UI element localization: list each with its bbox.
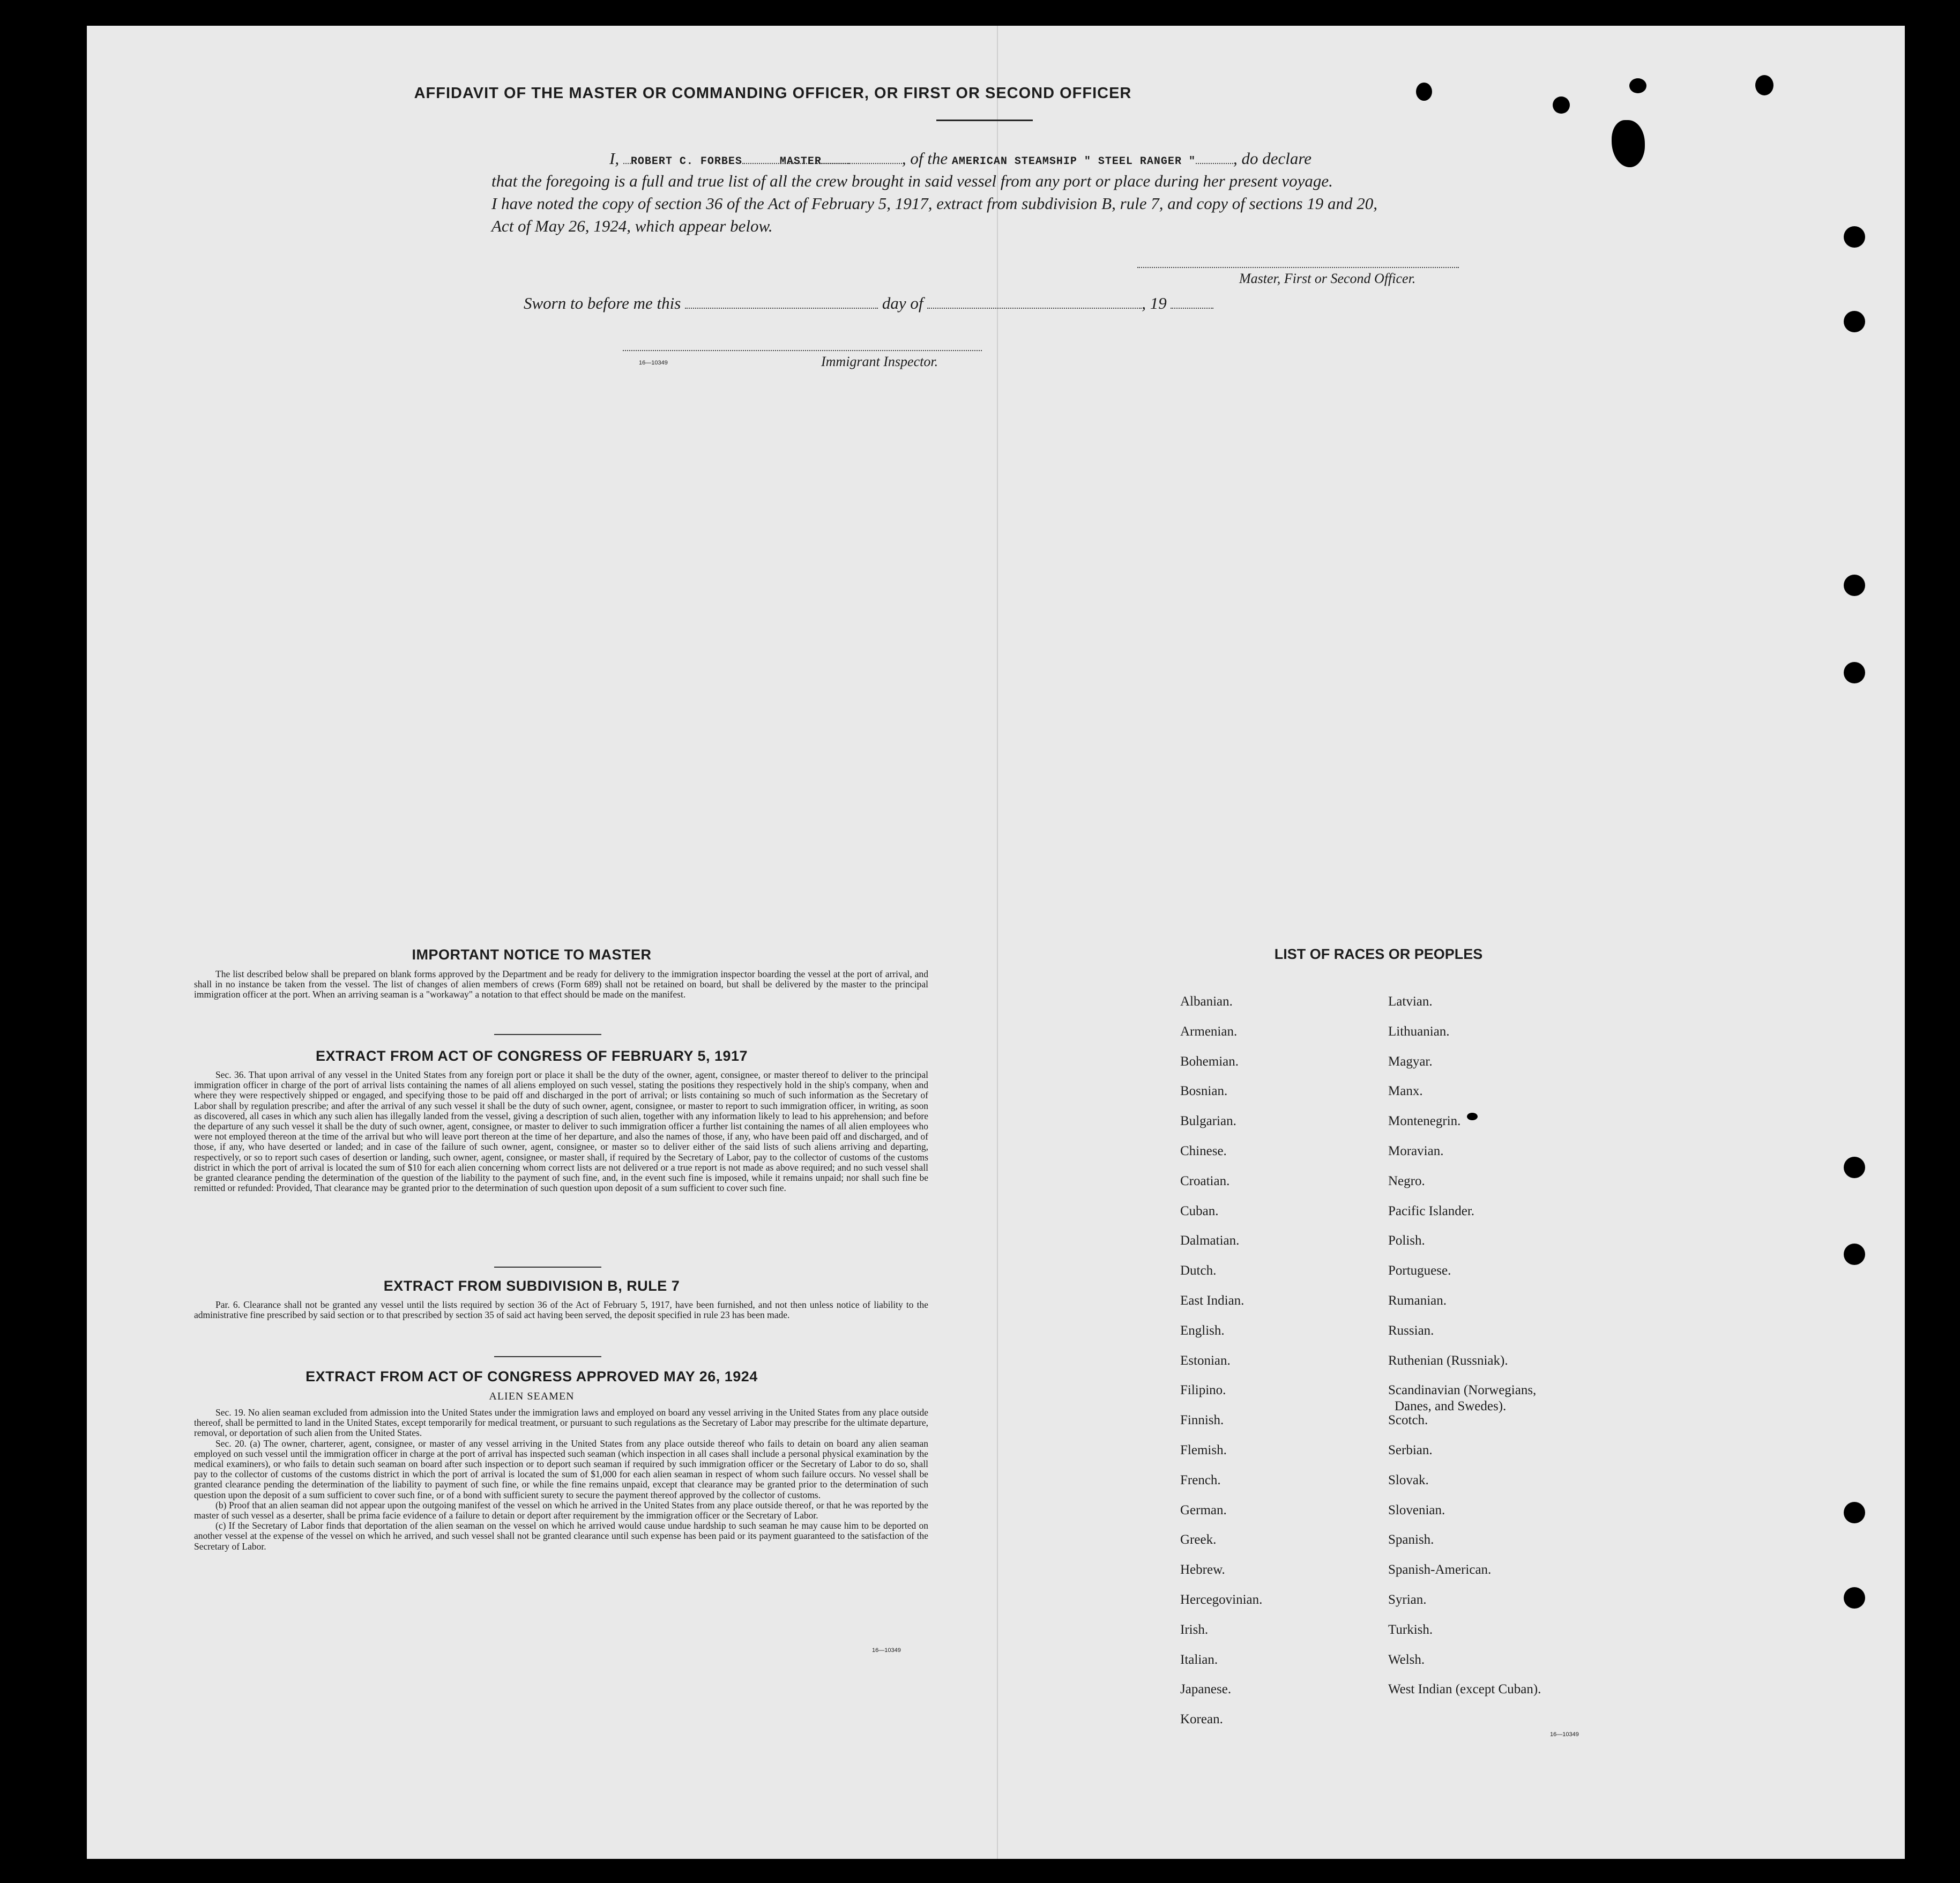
race-item: Bosnian. [1180, 1084, 1228, 1099]
race-item: Ruthenian (Russniak). [1388, 1353, 1508, 1368]
form-number-left: 16—10349 [872, 1647, 901, 1654]
race-item: Polish. [1388, 1233, 1425, 1248]
section-20c-paragraph: (c) If the Secretary of Labor finds that deportation of the alien seaman on the vessel on which he arrived would cause undue hardship to such seaman he may cause him to be deported on another vessel at the expense of the vessel on which he arrived, and such vessel shall not be granted clearance until such expense has been paid or its payment guaranteed to the satisfaction of the Secretary of Labor. [194, 1520, 928, 1552]
affidavit-line-1 [491, 149, 1311, 168]
notice-title: IMPORTANT NOTICE TO MASTER [412, 947, 652, 963]
race-item: Hercegovinian. [1180, 1592, 1263, 1607]
race-item: Armenian. [1180, 1024, 1238, 1039]
race-item: Italian. [1180, 1652, 1218, 1667]
extract-rule7-title: EXTRACT FROM SUBDIVISION B, RULE 7 [383, 1278, 680, 1294]
extract-1917-title: EXTRACT FROM ACT OF CONGRESS OF FEBRUARY 5, 1917 [315, 1048, 748, 1064]
race-item: Flemish. [1180, 1443, 1227, 1457]
ink-blot [1612, 120, 1645, 167]
alien-seamen-subtitle: ALIEN SEAMEN [489, 1390, 575, 1402]
affidavit-line-2: that the foregoing is a full and true list of all the crew brought in said vessel from any port or place during her present voyage. [491, 172, 1333, 190]
section-19-paragraph: Sec. 19. No alien seaman excluded from admission into the United States under the immigration laws and employed on board any vessel arriving in the United States from any place outside thereof, shall be permitted to land in the United States, except temporarily for medical treatment, or pursuant to such regulations as the Secretary of Labor may prescribe for the ultimate departure, removal, or deportation of such alien from the United States. [194, 1407, 928, 1439]
day-field[interactable] [685, 298, 878, 309]
separator [494, 1267, 601, 1268]
race-item: Irish. [1180, 1622, 1209, 1637]
race-item: Spanish. [1388, 1532, 1434, 1547]
day-of-text: day of [882, 294, 923, 312]
master-label: Master, First or Second Officer. [1239, 271, 1416, 286]
race-item: Greek. [1180, 1532, 1217, 1547]
sworn-line [524, 294, 1213, 313]
race-item: English. [1180, 1323, 1225, 1338]
race-item: Welsh. [1388, 1652, 1425, 1667]
affidavit-line-4: Act of May 26, 1924, which appear below. [491, 217, 773, 235]
do-declare-text: , do declare [1233, 149, 1312, 168]
race-item: German. [1180, 1502, 1227, 1517]
ink-blot [1755, 75, 1773, 95]
race-item: Chinese. [1180, 1144, 1227, 1158]
race-item: Turkish. [1388, 1622, 1433, 1637]
notice-body [194, 969, 928, 1000]
rank-field[interactable]: MASTER [779, 155, 822, 168]
race-item: Spanish-American. [1388, 1562, 1492, 1577]
year-field[interactable] [1171, 298, 1213, 309]
of-the-text: , of the [901, 149, 948, 168]
section-20b-paragraph: (b) Proof that an alien seaman did not appear upon the outgoing manifest of the vessel on which he arrived in the United States from any place outside thereof, or that he was reported by the master of such vessel as a deserter, shall be prima facie evidence of a failure to detain or deport after requirement by the immigration officer or the Secretary of Labor. [194, 1499, 928, 1521]
par-6-paragraph: Par. 6. Clearance shall not be granted any vessel until the lists required by section 36 of the Act of February 5, 1917, have been furnished, and not then unless notice of liability to the administrative fine prescribed by said section or to that prescribed by section 35 of said act having been served, the deposit specified in rule 23 has been made. [194, 1299, 928, 1321]
race-item: Japanese. [1180, 1682, 1232, 1697]
race-item: Serbian. [1388, 1443, 1433, 1457]
race-item: French. [1180, 1472, 1221, 1487]
race-item: Slovak. [1388, 1472, 1429, 1487]
fill-line [1196, 153, 1233, 164]
race-item: Pacific Islander. [1388, 1203, 1475, 1218]
section-20a-paragraph: Sec. 20. (a) The owner, charterer, agent, consignee, or master of any vessel arriving in the United States from any place outside thereof who fails to detain on board any alien seaman employed on such vessel until the immigration officer in charge at the port of arrival has inspected such seaman (which inspection in all cases shall include a personal physical examination by the medical examiners), or who fails to detain such seaman on board after such inspection or to deport such seaman if required by such immigration officer or the Secretary of Labor to do so, shall pay to the collector of customs of the customs district in which the port of arrival is located the sum of $1,000 for each alien seaman in respect of whom such failure occurs. No vessel shall be granted clearance pending the determination of the liability to payment of such fine, or while the fine remains unpaid, except that clearance may be granted prior to the determination of such question upon the deposit of a sum sufficient to cover such fine, or of a bond with sufficient surety to secure the payment thereof approved by the collector of customs. [194, 1438, 928, 1500]
separator [494, 1356, 601, 1357]
race-item: West Indian (except Cuban). [1388, 1682, 1541, 1697]
inspector-label: Immigrant Inspector. [821, 354, 938, 369]
race-item: Slovenian. [1388, 1502, 1445, 1517]
ink-blot [1416, 83, 1432, 101]
punch-hole [1844, 575, 1865, 596]
race-item: Albanian. [1180, 994, 1233, 1009]
race-item: Dutch. [1180, 1263, 1217, 1278]
month-field[interactable] [927, 298, 1142, 309]
extract-rule7-body [194, 1300, 928, 1320]
race-item: Moravian. [1388, 1144, 1444, 1158]
fill-line [822, 153, 902, 164]
title-rule [936, 120, 1033, 121]
race-item: Negro. [1388, 1173, 1425, 1188]
race-item: Dalmatian. [1180, 1233, 1240, 1248]
race-item: Cuban. [1180, 1203, 1219, 1218]
race-item: Rumanian. [1388, 1293, 1447, 1308]
affidavit-i: I, [609, 149, 620, 168]
form-number-right: 16—10349 [1550, 1731, 1579, 1738]
race-item: Latvian. [1388, 994, 1433, 1009]
race-item: Bulgarian. [1180, 1114, 1236, 1129]
race-item: Manx. [1388, 1084, 1423, 1099]
affidavit-title: AFFIDAVIT OF THE MASTER OR COMMANDING OFFICER, OR FIRST OR SECOND OFFICER [414, 85, 1132, 102]
notice-paragraph: The list described below shall be prepared on blank forms approved by the Department and be ready for delivery to the immigration inspector boarding the vessel at the port of arrival, and shall in no instance be taken from the vessel. The list of changes of alien members of crews (Form 689) shall not be retained on board, but shall be delivered by the master to the principal immigration officer at the port. When an arriving seaman is a "workaway" a notation to that effect should be made on the manifest. [194, 969, 928, 1000]
race-item: Korean. [1180, 1712, 1223, 1727]
punch-hole [1844, 226, 1865, 248]
vessel-field[interactable]: AMERICAN STEAMSHIP " STEEL RANGER " [951, 155, 1196, 168]
race-item: Estonian. [1180, 1353, 1231, 1368]
race-item: Hebrew. [1180, 1562, 1225, 1577]
ink-blot [1629, 78, 1646, 93]
year-prefix: , 19 [1142, 294, 1167, 312]
race-item: East Indian. [1180, 1293, 1244, 1308]
sworn-text: Sworn to before me this [524, 294, 681, 312]
race-item: Portuguese. [1388, 1263, 1451, 1278]
punch-hole [1844, 1587, 1865, 1609]
extract-1924-title: EXTRACT FROM ACT OF CONGRESS APPROVED MAY 26, 1924 [305, 1368, 758, 1385]
race-item: Danes, and Swedes). [1395, 1399, 1507, 1414]
document-page [87, 26, 1905, 1859]
separator [494, 1034, 601, 1035]
punch-hole [1844, 1244, 1865, 1265]
fill-line [623, 153, 631, 164]
form-number-top: 16—10349 [639, 360, 668, 366]
master-name-field[interactable]: ROBERT C. FORBES [630, 155, 742, 168]
punch-hole [1844, 1502, 1865, 1523]
race-item: Filipino. [1180, 1383, 1226, 1398]
punch-hole [1844, 1157, 1865, 1178]
race-item: Lithuanian. [1388, 1024, 1450, 1039]
master-signature-line[interactable] [1137, 267, 1459, 268]
extract-1924-body [194, 1408, 928, 1552]
affidavit-line-3: I have noted the copy of section 36 of the Act of February 5, 1917, extract from subdivision B, rule 7, and copy of sections 19 and 20, [491, 194, 1378, 213]
race-item: Scotch. [1388, 1413, 1428, 1428]
punch-hole [1844, 311, 1865, 332]
ink-blot [1553, 96, 1570, 114]
race-item: Croatian. [1180, 1173, 1230, 1188]
race-item: Bohemian. [1180, 1054, 1239, 1069]
race-item: Russian. [1388, 1323, 1434, 1338]
race-item: Finnish. [1180, 1413, 1224, 1428]
race-item: Scandinavian (Norwegians, [1388, 1383, 1537, 1398]
race-item: Montenegrin. [1388, 1114, 1461, 1129]
extract-1917-body [194, 1070, 928, 1193]
ink-blot [1467, 1113, 1478, 1120]
race-item: Magyar. [1388, 1054, 1433, 1069]
races-title: LIST OF RACES OR PEOPLES [1274, 946, 1483, 962]
inspector-signature-line[interactable] [623, 350, 982, 351]
race-item: Syrian. [1388, 1592, 1427, 1607]
punch-hole [1844, 662, 1865, 683]
section-36-paragraph: Sec. 36. That upon arrival of any vessel in the United States from any foreign port or place it shall be the duty of the owner, agent, consignee, or master thereof to deliver to the principal immigration officer in charge of the port of arrival lists containing the names of all aliens employed on such vessel, stating the positions they respectively hold in the ship's company, when and where they were respectively shipped or engaged, and specifying those to be paid off and discharged in the port of arrival; or lists containing so much of such information as the Secretary of Labor shall by regulation prescribe; and after the arrival of any such vessel it shall be the duty of such owner, agent, consignee, or master to report to such immigration officer, in writing, as soon as discovered, all cases in which any such alien has illegally landed from the vessel, giving a description of such alien, together with any information likely to lead to his apprehension; and before the departure of any such vessel it shall be the duty of such owner, agent, consignee, or master to deliver to such immigration officer a further list containing the names of all alien employees who were not employed thereon at the time of the arrival but who will leave port thereon at the time of her departure, and also the names of those, if any, who have been paid off and discharged, and of those, if any, who have deserted or landed; and in case of the failure of such owner, agent, consignee, or master so to deliver either of the said lists of such aliens arriving and departing, respectively, or so to report such cases of desertion or landing, such owner, agent, consignee, or master shall, if required by the Secretary of Labor, pay to the collector of customs of the customs district in which the port of arrival is located the sum of $10 for each alien concerning whom correct lists are not delivered or a true report is not made as above required; and no such vessel shall be granted clearance pending the determination of the question of the liability to the payment of such fine, and, in the event such fine is imposed, while it remains unpaid; nor shall such fine be remitted or refunded: Provided, That clearance may be granted prior to the determination of such question upon deposit of a sum sufficient to cover such fine. [194, 1069, 928, 1194]
